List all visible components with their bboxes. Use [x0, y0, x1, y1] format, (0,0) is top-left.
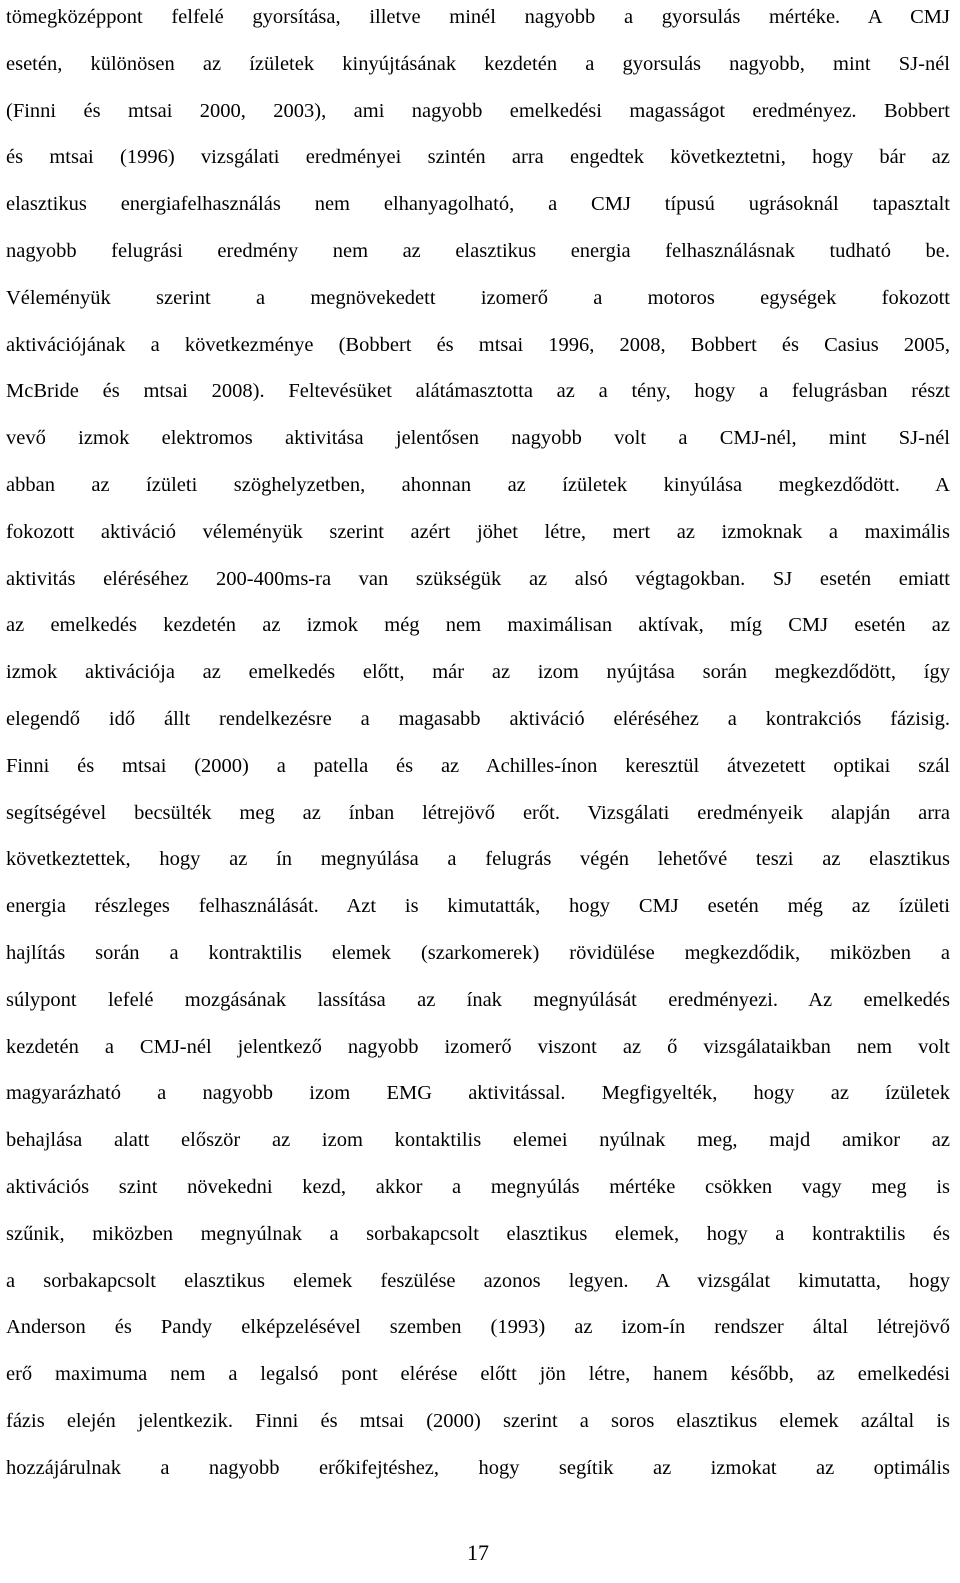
page-number: 17: [467, 1540, 489, 1565]
text-line: következtettek, hogy az ín megnyúlása a felugrás végén lehetővé teszi az elasztikus: [6, 848, 950, 871]
text-line: nagyobb felugrási eredmény nem az elasztikus energia felhasználásnak tudható be.: [6, 239, 950, 262]
text-line: behajlása alatt először az izom kontaktilis elemei nyúlnak meg, majd amikor az: [6, 1129, 950, 1152]
text-line: Véleményük szerint a megnövekedett izomerő a motoros egységek fokozott: [6, 286, 950, 309]
text-line: energia részleges felhasználását. Azt is kimutatták, hogy CMJ esetén még az ízületi: [6, 895, 950, 918]
text-line: fokozott aktiváció véleményük szerint azért jöhet létre, mert az izmoknak a maximális: [6, 520, 950, 543]
text-line: és mtsai (1996) vizsgálati eredményei szintén arra engedtek következtetni, hogy bár az: [6, 146, 950, 169]
text-line: Anderson és Pandy elképzelésével szemben (1993) az izom-ín rendszer által létrejövő: [6, 1316, 950, 1339]
text-line: elasztikus energiafelhasználás nem elhanyagolható, a CMJ típusú ugrásoknál tapasztalt: [6, 193, 950, 216]
text-line: vevő izmok elektromos aktivitása jelentősen nagyobb volt a CMJ-nél, mint SJ-nél: [6, 427, 950, 450]
text-line: McBride és mtsai 2008). Feltevésüket alátámasztotta az a tény, hogy a felugrásban részt: [6, 380, 950, 403]
text-line: magyarázható a nagyobb izom EMG aktivitással. Megfigyelték, hogy az ízületek: [6, 1082, 950, 1105]
text-line: súlypont lefelé mozgásának lassítása az ínak megnyúlását eredményezi. Az emelkedés: [6, 988, 950, 1011]
text-line: esetén, különösen az ízületek kinyújtásának kezdetén a gyorsulás nagyobb, mint SJ-nél: [6, 52, 950, 75]
text-line: szűnik, miközben megnyúlnak a sorbakapcsolt elasztikus elemek, hogy a kontraktilis és: [6, 1222, 950, 1245]
text-line: kezdetén a CMJ-nél jelentkező nagyobb izomerő viszont az ő vizsgálataikban nem volt: [6, 1035, 950, 1058]
body-paragraph: [6, 0, 950, 1492]
text-line: Finni és mtsai (2000) a patella és az Achilles-ínon keresztül átvezetett optikai szál: [6, 754, 950, 777]
text-line: fázis elején jelentkezik. Finni és mtsai (2000) szerint a soros elasztikus elemek azáltal is: [6, 1409, 950, 1432]
text-line: tömegközéppont felfelé gyorsítása, illetve minél nagyobb a gyorsulás mértéke. A CMJ: [6, 6, 950, 28]
text-line: (Finni és mtsai 2000, 2003), ami nagyobb emelkedési magasságot eredményez. Bobbert: [6, 99, 950, 122]
text-line: az emelkedés kezdetén az izmok még nem maximálisan aktívak, míg CMJ esetén az: [6, 614, 950, 637]
text-line: aktivációs szint növekedni kezd, akkor a megnyúlás mértéke csökken vagy meg is: [6, 1175, 950, 1198]
text-line: aktivációjának a következménye (Bobbert és mtsai 1996, 2008, Bobbert és Casius 2005,: [6, 333, 950, 356]
text-line: erő maximuma nem a legalsó pont elérése előtt jön létre, hanem később, az emelkedési: [6, 1363, 950, 1386]
text-line: hozzájárulnak a nagyobb erőkifejtéshez, hogy segítik az izmokat az optimális: [6, 1456, 950, 1479]
text-line: aktivitás eléréséhez 200-400ms-ra van szükségük az alsó végtagokban. SJ esetén emiatt: [6, 567, 950, 590]
text-line: abban az ízületi szöghelyzetben, ahonnan az ízületek kinyúlása megkezdődött. A: [6, 473, 950, 496]
text-line: izmok aktivációja az emelkedés előtt, már az izom nyújtása során megkezdődött, így: [6, 661, 950, 684]
document-page: [6, 0, 950, 1583]
text-line: elegendő idő állt rendelkezésre a magasabb aktiváció eléréséhez a kontrakciós fázisig.: [6, 707, 950, 730]
text-line: a sorbakapcsolt elasztikus elemek feszülése azonos legyen. A vizsgálat kimutatta, hogy: [6, 1269, 950, 1292]
text-line: hajlítás során a kontraktilis elemek (szarkomerek) rövidülése megkezdődik, miközben a: [6, 941, 950, 964]
text-line: segítségével becsülték meg az ínban létrejövő erőt. Vizsgálati eredményeik alapján arra: [6, 801, 950, 824]
